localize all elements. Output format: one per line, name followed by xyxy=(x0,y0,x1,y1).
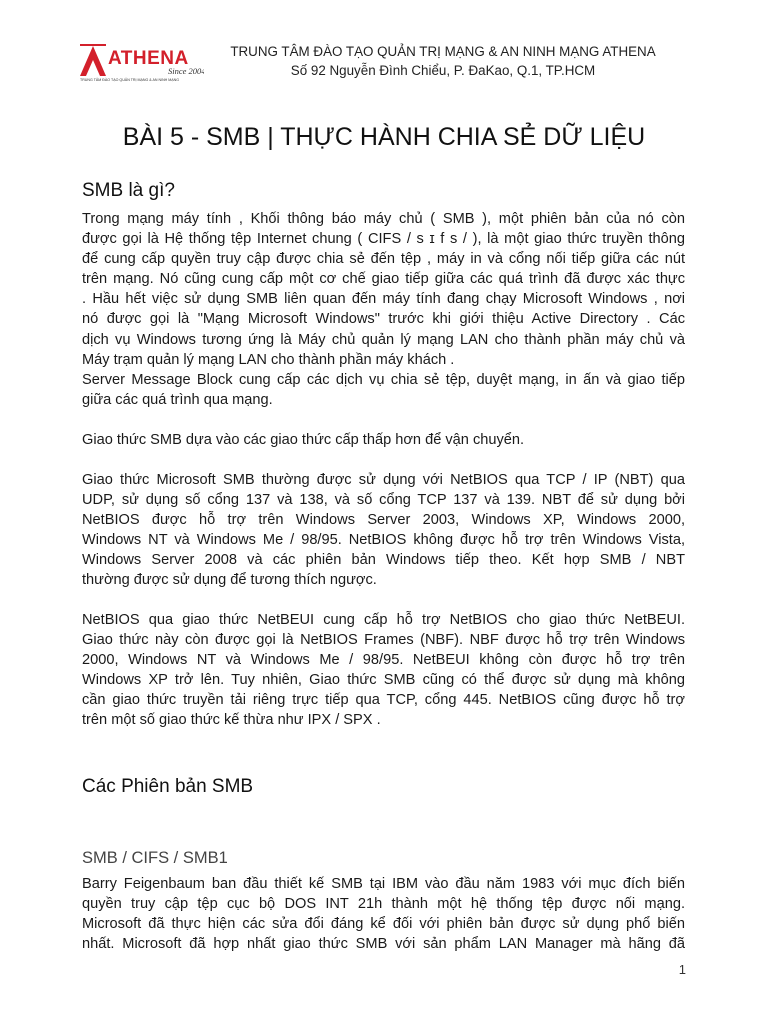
text-line: được gọi là Hệ thống tệp Internet chung ( CIFS / s ɪ f s / ), là một giao thức truyền thông xyxy=(82,231,685,248)
section-heading-smb: SMB là gì? xyxy=(82,180,175,201)
text-line: thường được sử dụng để tương thích ngược. xyxy=(82,572,377,589)
paragraph-smb1-history xyxy=(82,874,685,954)
text-line: Windows XP trở lên. Tuy nhiên, Giao thức SMB cũng có thể được sử dụng mà không xyxy=(82,672,685,689)
paragraph-netbios-tcp xyxy=(82,470,685,591)
text-line: trên mạng. Nó cũng cung cấp một cơ chế giao tiếp giữa các quá trình đã được xác thực xyxy=(82,271,685,288)
section-heading-versions: Các Phiên bản SMB xyxy=(82,776,254,797)
page-number: 1 xyxy=(678,962,686,977)
page-title: BÀI 5 - SMB | THỰC HÀNH CHIA SẺ DỮ LIỆU xyxy=(122,123,646,151)
text-line: Windows NT và Windows Me / 98/95. NetBIOS không được hỗ trợ trên Windows Vista, xyxy=(82,532,685,549)
page-header xyxy=(0,40,768,90)
text-line: UDP, sử dụng số cổng 137 và 138, và số cổng TCP 137 và 139. NBT để sử dụng bởi xyxy=(82,492,685,509)
text-line: 2000, Windows NT và Windows Me / 98/95. NetBEUI không còn được hỗ trợ trên xyxy=(82,652,685,669)
text-line: Giao thức Microsoft SMB thường được sử dụng với NetBIOS qua TCP / IP (NBT) qua xyxy=(82,472,685,488)
text-line: NetBIOS qua giao thức NetBEUI cung cấp hỗ trợ NetBIOS cho giao thức NetBEUI. xyxy=(82,612,685,628)
text-line: cần giao thức truyền tải riêng trực tiếp qua TCP, cổng 445. NetBIOS cũng được hỗ trợ xyxy=(82,692,685,709)
text-line: NetBIOS được hỗ trợ trên Windows Server 2003, Windows XP, Windows 2000, xyxy=(82,512,685,529)
text-line: Windows Server 2008 và các phiên bản Windows tiếp theo. Kết hợp SMB / NBT xyxy=(82,552,685,569)
text-line: giữa các quá trình qua mạng. xyxy=(82,391,273,408)
text-line: nó được gọi là "Mạng Microsoft Windows" trước khi giới thiệu Active Directory . Các xyxy=(82,311,685,328)
text-line: dịch vụ Windows tương ứng là Máy chủ quản lý mạng LAN cho thành phần máy chủ và xyxy=(82,331,685,348)
paragraph-intro xyxy=(82,209,685,410)
text-line: Microsoft đã thực hiện các sửa đổi đáng kể đối với phiên bản được sử dụng phổ biến xyxy=(82,916,685,933)
header-line-1: TRUNG TÂM ĐÀO TẠO QUẢN TRỊ MẠNG & AN NINH MẠNG ATHENA xyxy=(230,44,656,59)
logo-brand-text: ATHENA xyxy=(108,48,189,69)
text-line: để cung cấp quyền truy cập được chia sẻ đến tệp , máy in và cổng nối tiếp giữa các nút xyxy=(82,251,685,268)
text-line: Máy trạm quản lý mạng LAN cho thành phần máy khách . xyxy=(82,351,455,368)
text-line: Barry Feigenbaum ban đầu thiết kế SMB tại IBM vào đầu năm 1983 với mục đích biến xyxy=(82,876,685,892)
text-line: Trong mạng máy tính , Khối thông báo máy chủ ( SMB ), một phiên bản của nó còn xyxy=(82,211,685,227)
logo-tagline-text: TRUNG TÂM ĐÀO TẠO QUẢN TRỊ MẠNG & AN NINH MẠNG xyxy=(80,78,180,82)
text-line: nhất. Microsoft đã hợp nhất giao thức SMB với sản phẩm LAN Manager mà hãng đã xyxy=(82,936,685,953)
logo-since-text: Since 2004 xyxy=(168,66,204,76)
text-line: quyền truy cập tệp cục bộ DOS INT 21h thành một hệ thống tệp được nối mạng. xyxy=(82,896,685,913)
paragraph-transport xyxy=(82,430,685,450)
text-line: . Hầu hết việc sử dụng SMB liên quan đến máy tính đang chạy Microsoft Windows , nơi xyxy=(82,291,685,308)
athena-logo xyxy=(80,44,204,90)
subsection-heading-smb1: SMB / CIFS / SMB1 xyxy=(82,849,228,867)
header-line-2: Số 92 Nguyễn Đình Chiểu, P. ĐaKao, Q.1, TP.HCM xyxy=(290,63,596,78)
paragraph-netbeui xyxy=(82,610,685,731)
text-line: Giao thức này còn được gọi là NetBIOS Frames (NBF). NBF được hỗ trợ trên Windows xyxy=(82,632,685,649)
header-text xyxy=(200,42,686,80)
text-line: Server Message Block cung cấp các dịch vụ chia sẻ tệp, duyệt mạng, in ấn và giao tiếp xyxy=(82,371,685,388)
text-line: trên một số giao thức kế thừa như IPX / SPX . xyxy=(82,712,381,729)
athena-logo-icon xyxy=(80,44,204,90)
text-line: Giao thức SMB dựa vào các giao thức cấp thấp hơn để vận chuyển. xyxy=(82,432,525,448)
